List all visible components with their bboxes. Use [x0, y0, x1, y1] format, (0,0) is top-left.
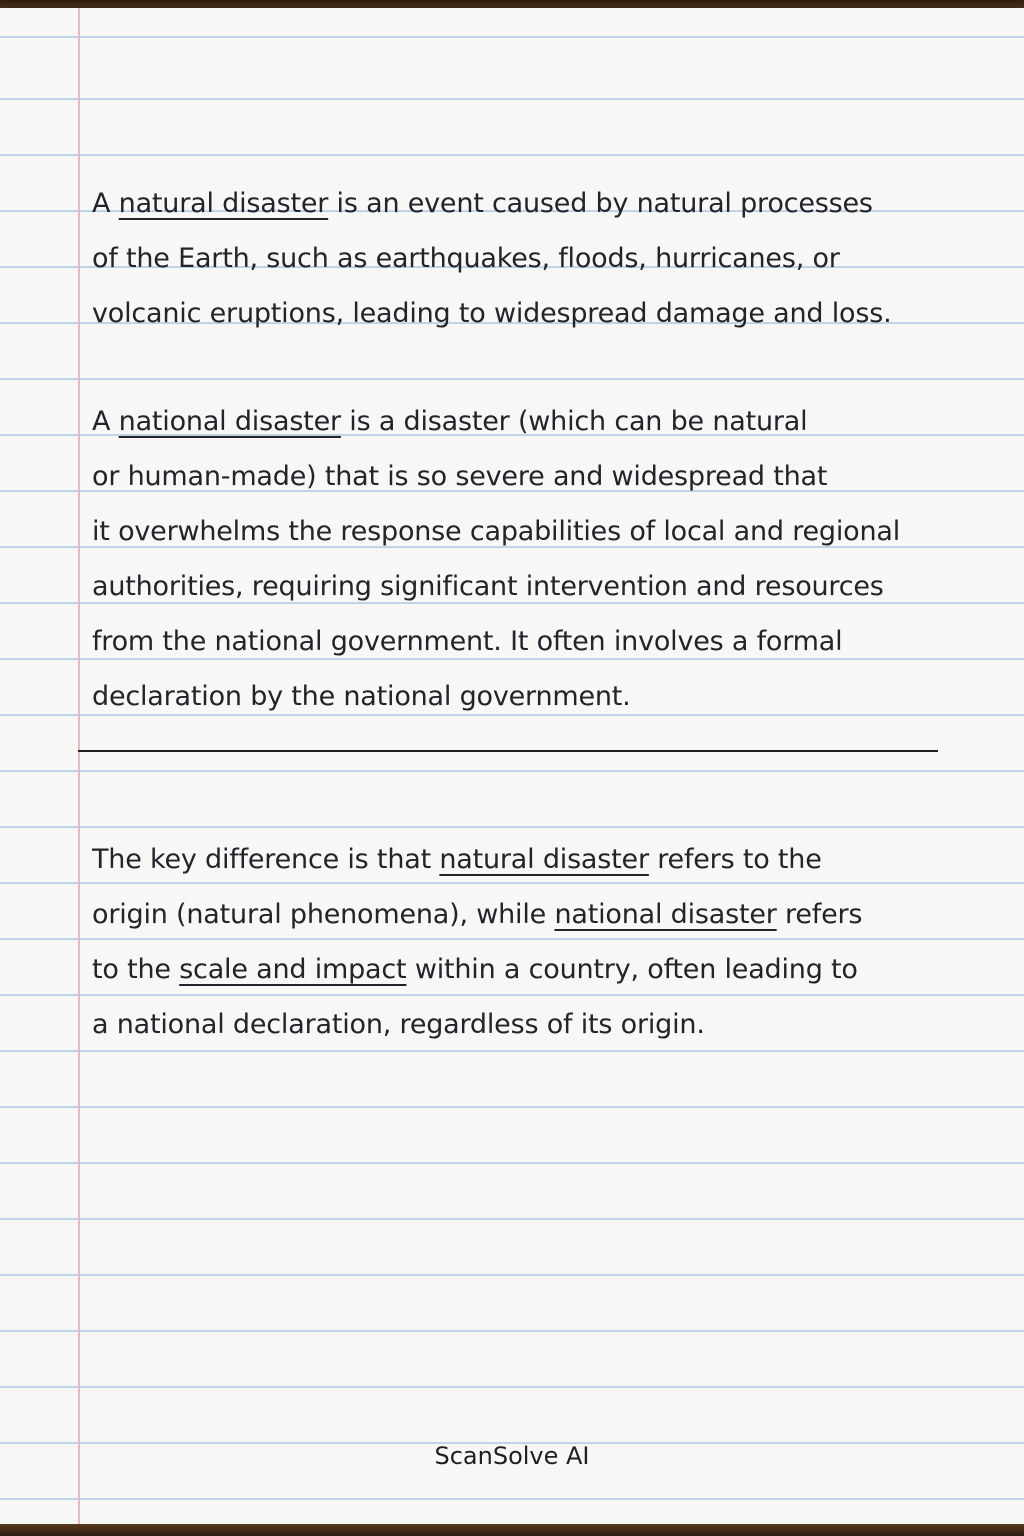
text-line	[92, 559, 972, 614]
text-segment: is an event caused by natural processes	[328, 188, 873, 219]
desk-edge-bottom	[0, 1524, 1024, 1536]
text-line	[92, 942, 972, 997]
text-segment: A	[92, 188, 119, 219]
text-segment: or human-made) that is so severe and widespread that	[92, 461, 828, 492]
margin-line	[78, 8, 80, 1526]
underlined-term: national disaster	[118, 406, 341, 437]
paragraph-national-disaster	[92, 394, 972, 724]
text-segment: to the	[92, 954, 180, 985]
text-segment: a national declaration, regardless of its origin.	[92, 1009, 705, 1040]
underlined-term: natural disaster	[118, 188, 329, 219]
text-segment: it overwhelms the response capabilities of local and regional	[92, 516, 901, 547]
text-line	[92, 176, 972, 231]
text-segment: volcanic eruptions, leading to widespread damage and loss.	[92, 298, 892, 329]
text-line	[92, 449, 972, 504]
text-line	[92, 231, 972, 286]
text-line	[92, 669, 972, 724]
paragraph-natural-disaster	[92, 176, 972, 341]
text-line	[92, 504, 972, 559]
text-line	[92, 286, 972, 341]
text-segment: of the Earth, such as earthquakes, floods, hurricanes, or	[92, 243, 840, 274]
text-line	[92, 832, 972, 887]
underlined-term: scale and impact	[179, 954, 407, 985]
text-segment: authorities, requiring significant intervention and resources	[92, 571, 884, 602]
text-segment: origin (natural phenomena), while	[92, 899, 555, 930]
text-line	[92, 997, 972, 1052]
text-line	[92, 394, 972, 449]
text-segment: A	[92, 406, 119, 437]
text-segment: refers to the	[648, 844, 822, 875]
text-segment: is a disaster (which can be natural	[340, 406, 808, 437]
text-segment: declaration by the national government.	[92, 681, 631, 712]
underlined-term: national disaster	[554, 899, 777, 930]
footer-brand: ScanSolve AI	[434, 1442, 590, 1470]
section-divider	[78, 750, 938, 752]
text-segment: from the national government. It often involves a formal	[92, 626, 843, 657]
paragraph-key-difference	[92, 832, 972, 1052]
text-line	[92, 887, 972, 942]
text-segment: within a country, often leading to	[406, 954, 858, 985]
text-segment: refers	[776, 899, 863, 930]
notebook-page	[0, 8, 1024, 1526]
text-segment: The key difference is that	[92, 844, 440, 875]
underlined-term: natural disaster	[439, 844, 649, 875]
text-line	[92, 614, 972, 669]
